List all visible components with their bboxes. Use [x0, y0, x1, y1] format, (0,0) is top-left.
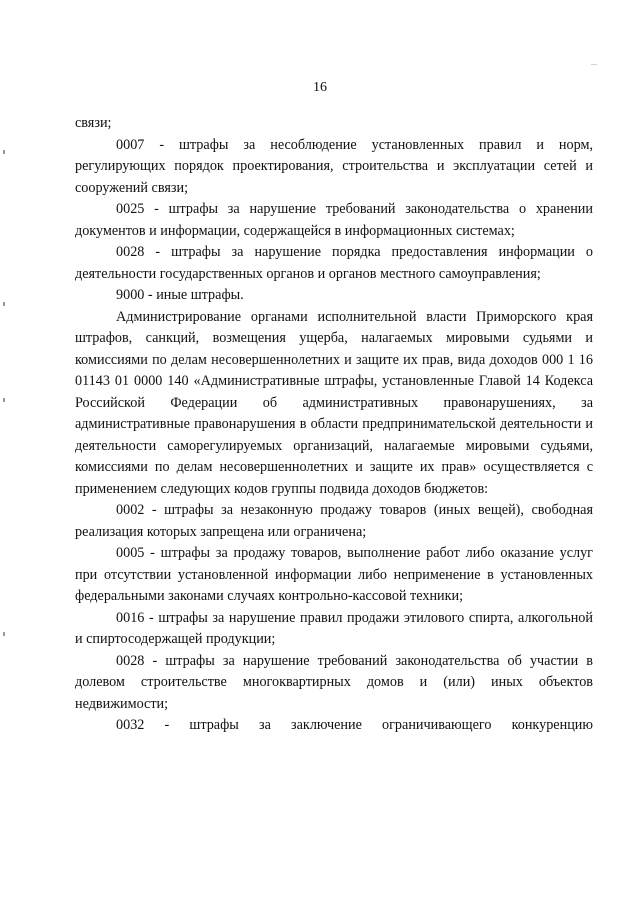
- margin-tick: [3, 150, 5, 154]
- paragraph-code-0002: 0002 - штрафы за незаконную продажу товаров (иных вещей), свободная реализация которых запрещена или ограничена;: [75, 502, 593, 540]
- corner-mark: ...: [591, 58, 597, 67]
- paragraph-code-0028: 0028 - штрафы за нарушение порядка предоставления информации о деятельности государственных органов и органов местного самоуправления;: [75, 244, 593, 282]
- paragraph-code-0028-construction: 0028 - штрафы за нарушение требований законодательства об участии в долевом строительстве многоквартирных домов и (или) иных объектов недвижимости;: [75, 652, 593, 712]
- paragraph-code-0005: 0005 - штрафы за продажу товаров, выполнение работ либо оказание услуг при отсутствии установленной информации либо неприменение в установленных федеральными законами случаях контрольно-кассовой техники;: [75, 545, 593, 604]
- margin-tick: [3, 398, 5, 402]
- paragraph-code-0007: 0007 - штрафы за несоблюдение установленных правил и норм, регулирующих порядок проектирования, строительства и эксплуатации сетей и сооружений связи;: [75, 136, 593, 196]
- paragraph-continuation: связи;: [75, 115, 112, 131]
- paragraph-code-0025: 0025 - штрафы за нарушение требований законодательства о хранении документов и информации, содержащейся в информационных системах;: [75, 201, 593, 239]
- paragraph-code-9000: 9000 - иные штрафы.: [116, 287, 244, 303]
- paragraph-code-0016: 0016 - штрафы за нарушение правил продажи этилового спирта, алкогольной и спиртосодержащей продукции;: [75, 609, 593, 647]
- margin-tick: [3, 632, 5, 636]
- paragraph-administration: Администрирование органами исполнительной власти Приморского края штрафов, санкций, возмещения ущерба, налагаемых мировыми судьями и комиссиями по делам несовершеннолетних и защите их прав, вида доходов 000 1 16 01143 01 0000 140 «Административные штрафы, установленные Главой 14 Кодекса Российской Федерации об административных правонарушениях, за административные правонарушения в области предпринимательской деятельности и деятельности саморегулируемых организаций, налагаемые мировыми судьями, комиссиями по делам несовершеннолетних и защите их прав» осуществляется с применением следующих кодов группы подвида доходов бюджетов:: [75, 308, 593, 497]
- paragraph-code-0032: 0032 - штрафы за заключение ограничивающего конкуренцию: [116, 717, 593, 733]
- document-body: [75, 113, 593, 737]
- page-number: 16: [313, 80, 327, 95]
- margin-tick: [3, 302, 5, 306]
